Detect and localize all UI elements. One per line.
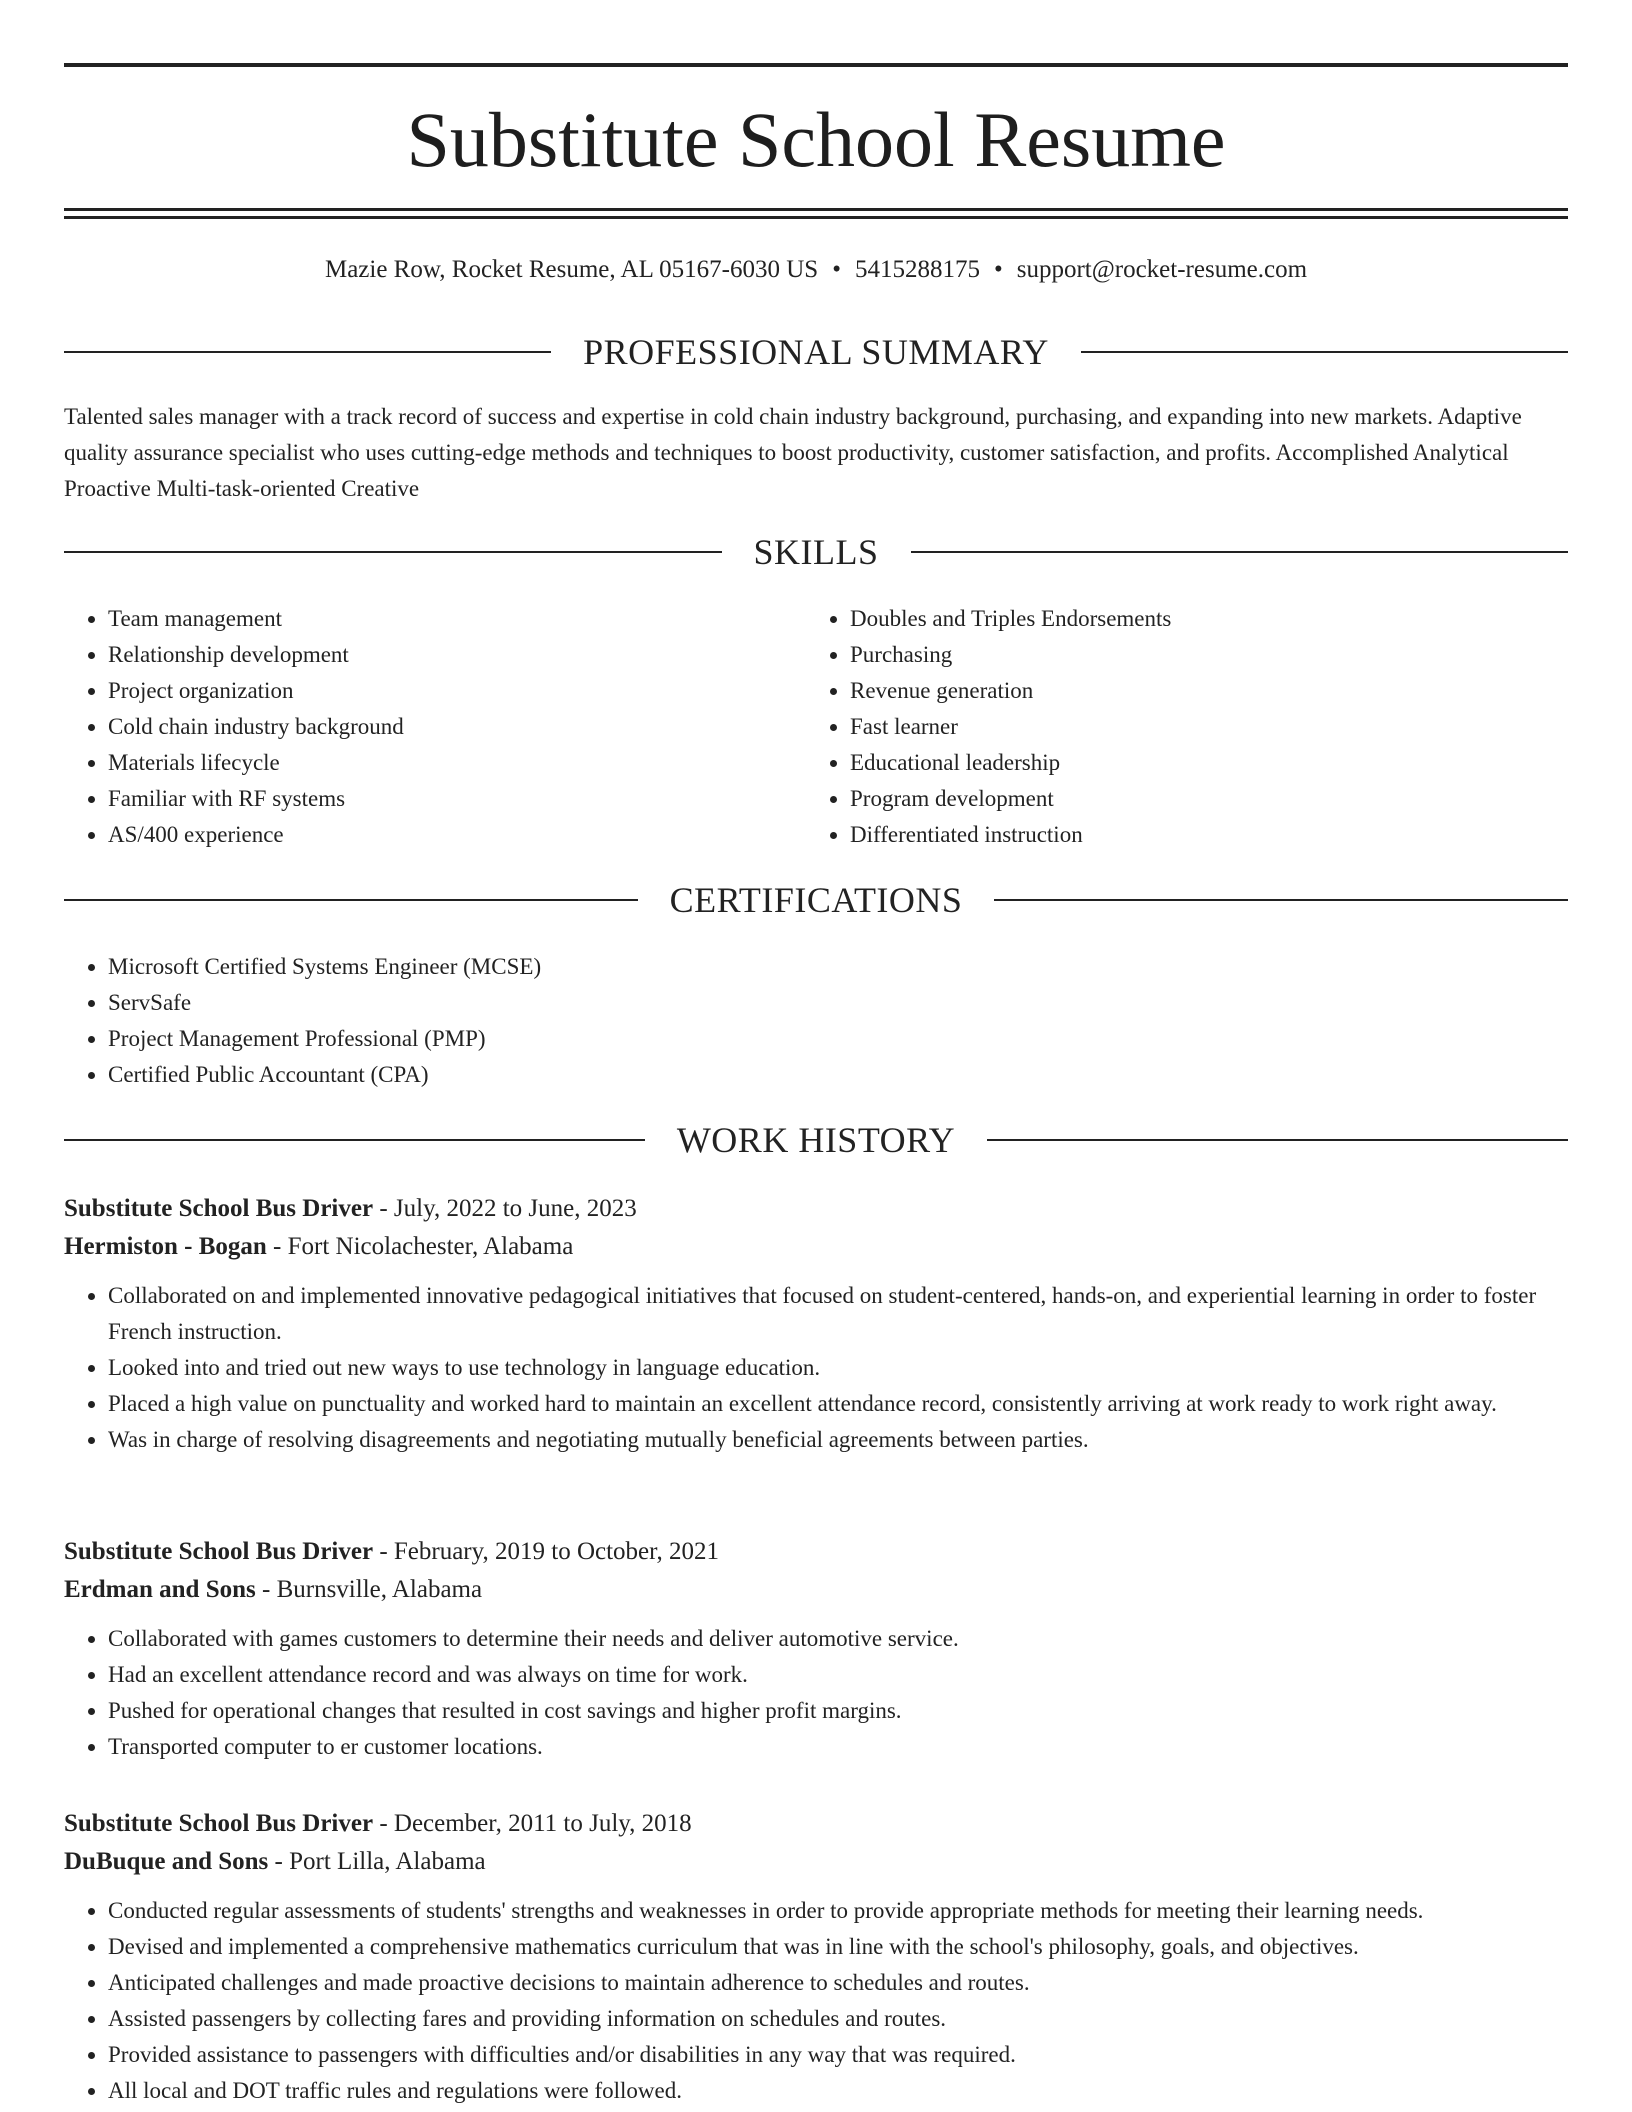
skill-item: • Revenue generation <box>850 673 1566 709</box>
job-bullet: • Pushed for operational changes that resulted in cost savings and higher profit margins. <box>108 1693 1568 1729</box>
certifications-heading-label: CERTIFICATIONS <box>669 880 963 920</box>
skill-item: • Familiar with RF systems <box>108 781 764 817</box>
skills-heading <box>64 532 1568 572</box>
job-entry <box>64 1533 1568 1765</box>
contact-line <box>64 252 1568 288</box>
skill-item: • Educational leadership <box>850 745 1566 781</box>
skills-heading-label: SKILLS <box>753 532 879 572</box>
title-rule-lower <box>64 216 1568 219</box>
job-bullet: • Collaborated on and implemented innovative pedagogical initiatives that focused on student-centered, hands-on, and experiential learning in order to foster French instruction. <box>108 1278 1568 1350</box>
job-location: - Fort Nicolachester, Alabama <box>266 1233 574 1260</box>
job-title: Substitute School Bus Driver <box>64 1538 374 1565</box>
contact-email: support@rocket-resume.com <box>1016 256 1308 283</box>
job-bullet: • Anticipated challenges and made proactive decisions to maintain adherence to schedules and routes. <box>108 1965 1568 2001</box>
work-history-heading-label: WORK HISTORY <box>676 1120 956 1160</box>
top-rule <box>64 63 1568 67</box>
skill-item: • Team management <box>108 601 764 637</box>
job-bullet: • All local and DOT traffic rules and regulations were followed. <box>108 2073 1568 2109</box>
contact-separator: • <box>993 256 1003 283</box>
title-rule-upper <box>64 208 1568 211</box>
resume-title: Substitute School Resume <box>406 96 1226 183</box>
job-bullet: • Provided assistance to passengers with difficulties and/or disabilities in any way that was required. <box>108 2037 1568 2073</box>
certifications-list <box>64 949 1568 1093</box>
contact-phone: 5415288175 <box>854 256 980 283</box>
heading-rule-right <box>911 551 1569 553</box>
skill-item: • AS/400 experience <box>108 817 764 853</box>
skill-item: • Program development <box>850 781 1566 817</box>
contact-address: Mazie Row, Rocket Resume, AL 05167-6030 US <box>324 256 819 283</box>
heading-rule-left <box>64 1139 645 1141</box>
job-title-line <box>64 1190 1568 1228</box>
job-dates: - July, 2022 to June, 2023 <box>373 1195 637 1222</box>
job-bullet: • Conducted regular assessments of students' strengths and weaknesses in order to provide appropriate methods for meeting their learning needs. <box>108 1893 1568 1929</box>
summary-heading <box>64 332 1568 372</box>
job-location: - Port Lilla, Alabama <box>268 1848 486 1875</box>
job-title-line <box>64 1533 1568 1571</box>
job-title: Substitute School Bus Driver <box>64 1195 374 1222</box>
job-title-line <box>64 1805 1568 1843</box>
certification-item: • Microsoft Certified Systems Engineer (MCSE) <box>108 949 1568 985</box>
job-bullet: • Devised and implemented a comprehensive mathematics curriculum that was in line with the school's philosophy, goals, and objectives. <box>108 1929 1568 1965</box>
heading-rule-right <box>987 1139 1568 1141</box>
certification-item: • Certified Public Accountant (CPA) <box>108 1057 1568 1093</box>
skill-item: • Cold chain industry background <box>108 709 764 745</box>
certifications-heading <box>64 880 1568 920</box>
job-company: Erdman and Sons <box>64 1576 256 1603</box>
job-bullet: • Looked into and tried out new ways to use technology in language education. <box>108 1350 1568 1386</box>
job-dates: - December, 2011 to July, 2018 <box>373 1810 692 1837</box>
skill-item: • Project organization <box>108 673 764 709</box>
job-title: Substitute School Bus Driver <box>64 1810 374 1837</box>
skill-item: • Relationship development <box>108 637 764 673</box>
job-bullet: • Was in charge of resolving disagreements and negotiating mutually beneficial agreements between parties. <box>108 1422 1568 1458</box>
job-entry <box>64 1805 1568 2109</box>
skill-item: • Differentiated instruction <box>850 817 1566 853</box>
heading-rule-left <box>64 351 551 353</box>
skills-column-right <box>806 601 1566 853</box>
job-bullet: • Placed a high value on punctuality and worked hard to maintain an excellent attendance record, consistently arriving at work ready to work right away. <box>108 1386 1568 1422</box>
skill-item: • Fast learner <box>850 709 1566 745</box>
skill-item: • Materials lifecycle <box>108 745 764 781</box>
certification-item: • Project Management Professional (PMP) <box>108 1021 1568 1057</box>
job-bullet: • Transported computer to er customer locations. <box>108 1729 1568 1765</box>
job-bullet: • Collaborated with games customers to determine their needs and deliver automotive service. <box>108 1621 1568 1657</box>
certification-item: • ServSafe <box>108 985 1568 1021</box>
job-company-line <box>64 1843 1568 1881</box>
heading-rule-left <box>64 899 638 901</box>
skill-item: • Purchasing <box>850 637 1566 673</box>
heading-rule-left <box>64 551 722 553</box>
job-entry <box>64 1190 1568 1458</box>
summary-heading-label: PROFESSIONAL SUMMARY <box>583 332 1049 372</box>
job-bullet: • Assisted passengers by collecting fares and providing information on schedules and routes. <box>108 2001 1568 2037</box>
summary-text: Talented sales manager with a track record of success and expertise in cold chain industry background, purchasing, and expanding into new markets. Adaptive quality assurance specialist who uses cutting-edge methods and techniques to boost productivity, customer satisfaction, and profits. Accomplished Analytical Proactive Multi-task-oriented Creative <box>64 404 1522 501</box>
job-company: DuBuque and Sons <box>64 1848 269 1875</box>
job-bullet: • Had an excellent attendance record and was always on time for work. <box>108 1657 1568 1693</box>
heading-rule-right <box>1081 351 1568 353</box>
skill-item: • Doubles and Triples Endorsements <box>850 601 1566 637</box>
contact-separator: • <box>832 256 841 283</box>
job-company-line <box>64 1571 1568 1609</box>
skills-column-left <box>64 601 764 853</box>
job-company-line <box>64 1228 1568 1266</box>
job-company: Hermiston - Bogan <box>64 1233 267 1260</box>
work-history-heading <box>64 1120 1568 1160</box>
job-location: - Burnsville, Alabama <box>255 1576 483 1603</box>
heading-rule-right <box>994 899 1568 901</box>
job-dates: - February, 2019 to October, 2021 <box>373 1538 719 1565</box>
